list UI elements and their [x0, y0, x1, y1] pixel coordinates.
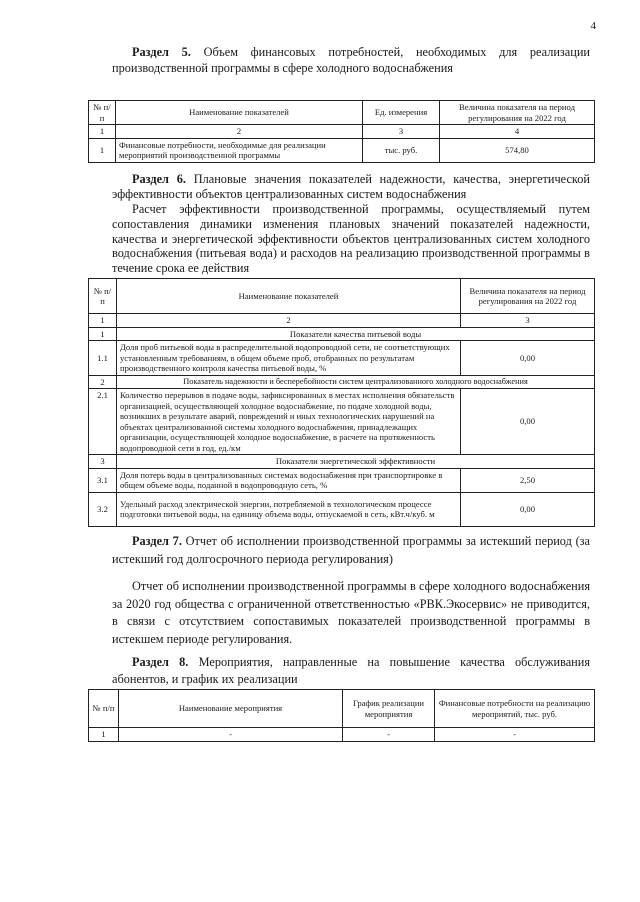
s6-row-1-1-value: 0,00 [461, 341, 595, 376]
s6-row-1-1-num: 1.1 [89, 341, 117, 376]
s8-header-name: Наименование мероприятия [119, 690, 343, 728]
section-8-heading [112, 654, 590, 688]
s6-header-name: Наименование показателей [117, 279, 461, 314]
s6-group-3-title: Показатели энергетической эффективности [117, 455, 595, 469]
s5-index-4: 4 [440, 125, 595, 139]
s6-row-3-1-name: Доля потерь воды в централизованных системах водоснабжения при транспортировке в общем объеме воды, поданной в водопроводную сеть, % [117, 468, 461, 492]
s6-row-2-1-value: 0,00 [461, 389, 595, 455]
s8-row-num: 1 [89, 728, 119, 742]
s6-header-num: № п/п [89, 279, 117, 314]
s8-row-name: - [119, 728, 343, 742]
s6-row-3-1-num: 3.1 [89, 468, 117, 492]
s8-header-num: № п/п [89, 690, 119, 728]
s5-row-unit: тыс. руб. [363, 138, 440, 162]
s8-row-finance: - [435, 728, 595, 742]
s5-header-value: Величина показателя на период регулирования на 2022 год [440, 101, 595, 125]
section-6-paragraph: Расчет эффективности производственной программы, осуществляемый путем сопоставления динамики изменения плановых значений показателей надежности, качества и энергетической эффективности объектов централизованных систем холодного водоснабжения (питьевая вода) и расходов на реализацию производственной программы в течение срока ее действия [112, 202, 590, 276]
s6-group-1-num: 1 [89, 327, 117, 341]
s6-index-3: 3 [461, 314, 595, 328]
s6-group-2-num: 2 [89, 375, 117, 389]
s5-row-name: Финансовые потребности, необходимые для реализации мероприятий производственной программы [116, 138, 363, 162]
s6-row-3-2-name: Удельный расход электрической энергии, потребляемой в технологическом процессе подготовки питьевой воды, на единицу объема воды, отпускаемой в сеть, кВт.ч/куб. м [117, 492, 461, 526]
section-8-table [88, 689, 595, 742]
section-6-title: Плановые значения показателей надежности, качества, энергетической эффективности объектов централизованных систем водоснабжения [112, 172, 590, 201]
s5-header-name: Наименование показателей [116, 101, 363, 125]
section-7-title: Отчет об исполнении производственной программы за истекший период (за истекший год долгосрочного периода регулирования) [112, 534, 590, 566]
section-7-paragraph: Отчет об исполнении производственной программы в сфере холодного водоснабжения за 2020 год общества с ограниченной ответственностью «РВК.Экосервис» не приводится, в связи с отсутствием сопоставимых показателей производственной программы в истекшем периоде регулирования. [112, 579, 590, 646]
s6-row-2-1-num: 2.1 [89, 389, 117, 455]
s5-index-1: 1 [89, 125, 116, 139]
s6-group-3-num: 3 [89, 455, 117, 469]
section-7-heading [112, 532, 590, 568]
s5-header-unit: Ед. измерения [363, 101, 440, 125]
page-number: 4 [590, 20, 596, 32]
section-5-title: Объем финансовых потребностей, необходимых для реализации производственной программы в сфере холодного водоснабжения [112, 45, 590, 75]
s6-header-value: Величина показателя на период регулирования на 2022 год [461, 279, 595, 314]
s6-row-1-1-name: Доля проб питьевой воды в распределительной водопроводной сети, не соответствующих установленным требованиям, в общем объеме проб, отобранных по результатам производственного контроля качества питьевой воды, % [117, 341, 461, 376]
s8-header-finance: Финансовые потребности на реализацию мероприятий, тыс. руб. [435, 690, 595, 728]
section-6-table [88, 278, 595, 527]
section-8-title: Мероприятия, направленные на повышение качества обслуживания абонентов, и график их реализации [112, 655, 590, 686]
s6-row-2-1-name: Количество перерывов в подаче воды, зафиксированных в местах исполнения обязательств организацией, осуществляющей холодное водоснабжение, по подаче холодной воды, возникших в результате аварий, повреждений и иных технологических нарушений на объектах централизованной системы холодного водоснабжения, принадлежащих организации, осуществляющей холодное водоснабжение, в расчете на протяженность водопроводной сети в год, ед./км [117, 389, 461, 455]
s5-row-num: 1 [89, 138, 116, 162]
s6-row-3-1-value: 2,50 [461, 468, 595, 492]
section-6-label: Раздел 6. [132, 172, 186, 186]
section-6-heading [112, 172, 590, 202]
s8-row-schedule: - [343, 728, 435, 742]
s6-index-1: 1 [89, 314, 117, 328]
s6-row-3-2-num: 3.2 [89, 492, 117, 526]
s5-header-num: № п/п [89, 101, 116, 125]
s6-group-2-title: Показатель надежности и бесперебойности систем централизованного холодного водоснабжения [117, 375, 595, 389]
s5-index-3: 3 [363, 125, 440, 139]
section-8-label: Раздел 8. [132, 655, 189, 669]
s6-index-2: 2 [117, 314, 461, 328]
section-7-label: Раздел 7. [132, 534, 182, 548]
s6-row-3-2-value: 0,00 [461, 492, 595, 526]
section-5-label: Раздел 5. [132, 45, 191, 59]
s5-index-2: 2 [116, 125, 363, 139]
s5-row-value: 574,80 [440, 138, 595, 162]
section-5-heading [112, 44, 590, 76]
section-5-table [88, 100, 595, 163]
s6-group-1-title: Показатели качества питьевой воды [117, 327, 595, 341]
s8-header-schedule: График реализации мероприятия [343, 690, 435, 728]
